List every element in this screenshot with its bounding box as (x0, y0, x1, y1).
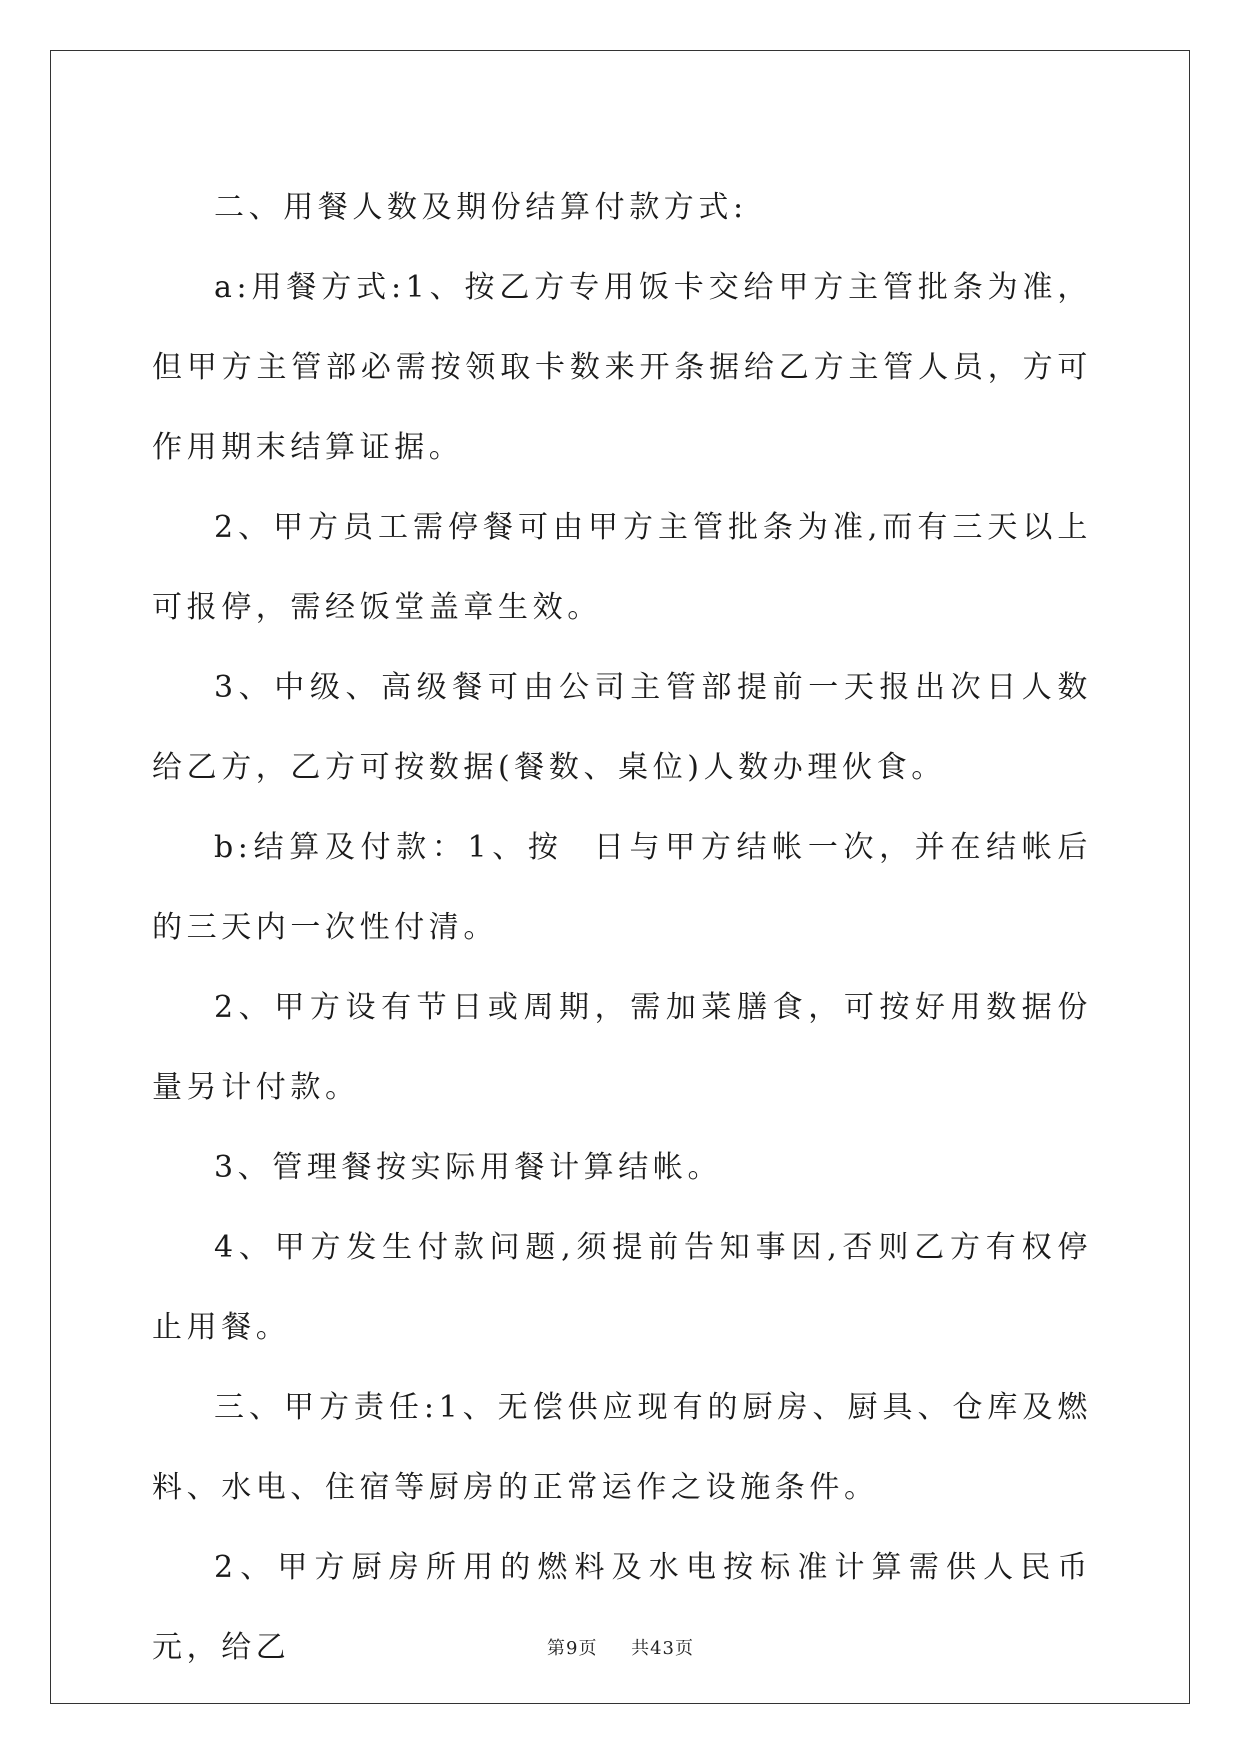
paragraph: 4、甲方发生付款问题,须提前告知事因,否则乙方有权停止用餐。 (152, 1230, 1092, 1345)
paragraph: 2、甲方设有节日或周期，需加菜膳食，可按好用数据份量另计付款。 (152, 990, 1092, 1105)
paragraph: 3、中级、高级餐可由公司主管部提前一天报出次日人数给乙方，乙方可按数据(餐数、桌位)人数办理伙食。 (152, 670, 1092, 785)
paragraph: 2、甲方厨房所用的燃料及水电按标准计算需供人民币 元，给乙 (152, 1550, 1121, 1665)
document-body (152, 168, 1121, 1688)
paragraph: b:结算及付款：1、按 日与甲方结帐一次，并在结帐后的三天内一次性付清。 (152, 830, 1092, 945)
page-number: 第9页 (547, 1638, 598, 1659)
footer-spacer (604, 1638, 624, 1659)
page-total: 共43页 (631, 1638, 694, 1659)
paragraph: 3、管理餐按实际用餐计算结帐。 (214, 1150, 723, 1185)
paragraph: a:用餐方式:1、按乙方专用饭卡交给甲方主管批条为准，但甲方主管部必需按领取卡数来开条据给乙方主管人员，方可作用期末结算证据。 (152, 270, 1092, 465)
paragraph: 2、甲方员工需停餐可由甲方主管批条为准,而有三天以上可报停，需经饭堂盖章生效。 (152, 510, 1092, 625)
paragraph: 三、甲方责任:1、无偿供应现有的厨房、厨具、仓库及燃料、水电、住宿等厨房的正常运作之设施条件。 (152, 1390, 1092, 1505)
page-footer (0, 1634, 1241, 1660)
paragraph: 二、用餐人数及期份结算付款方式: (214, 190, 748, 225)
